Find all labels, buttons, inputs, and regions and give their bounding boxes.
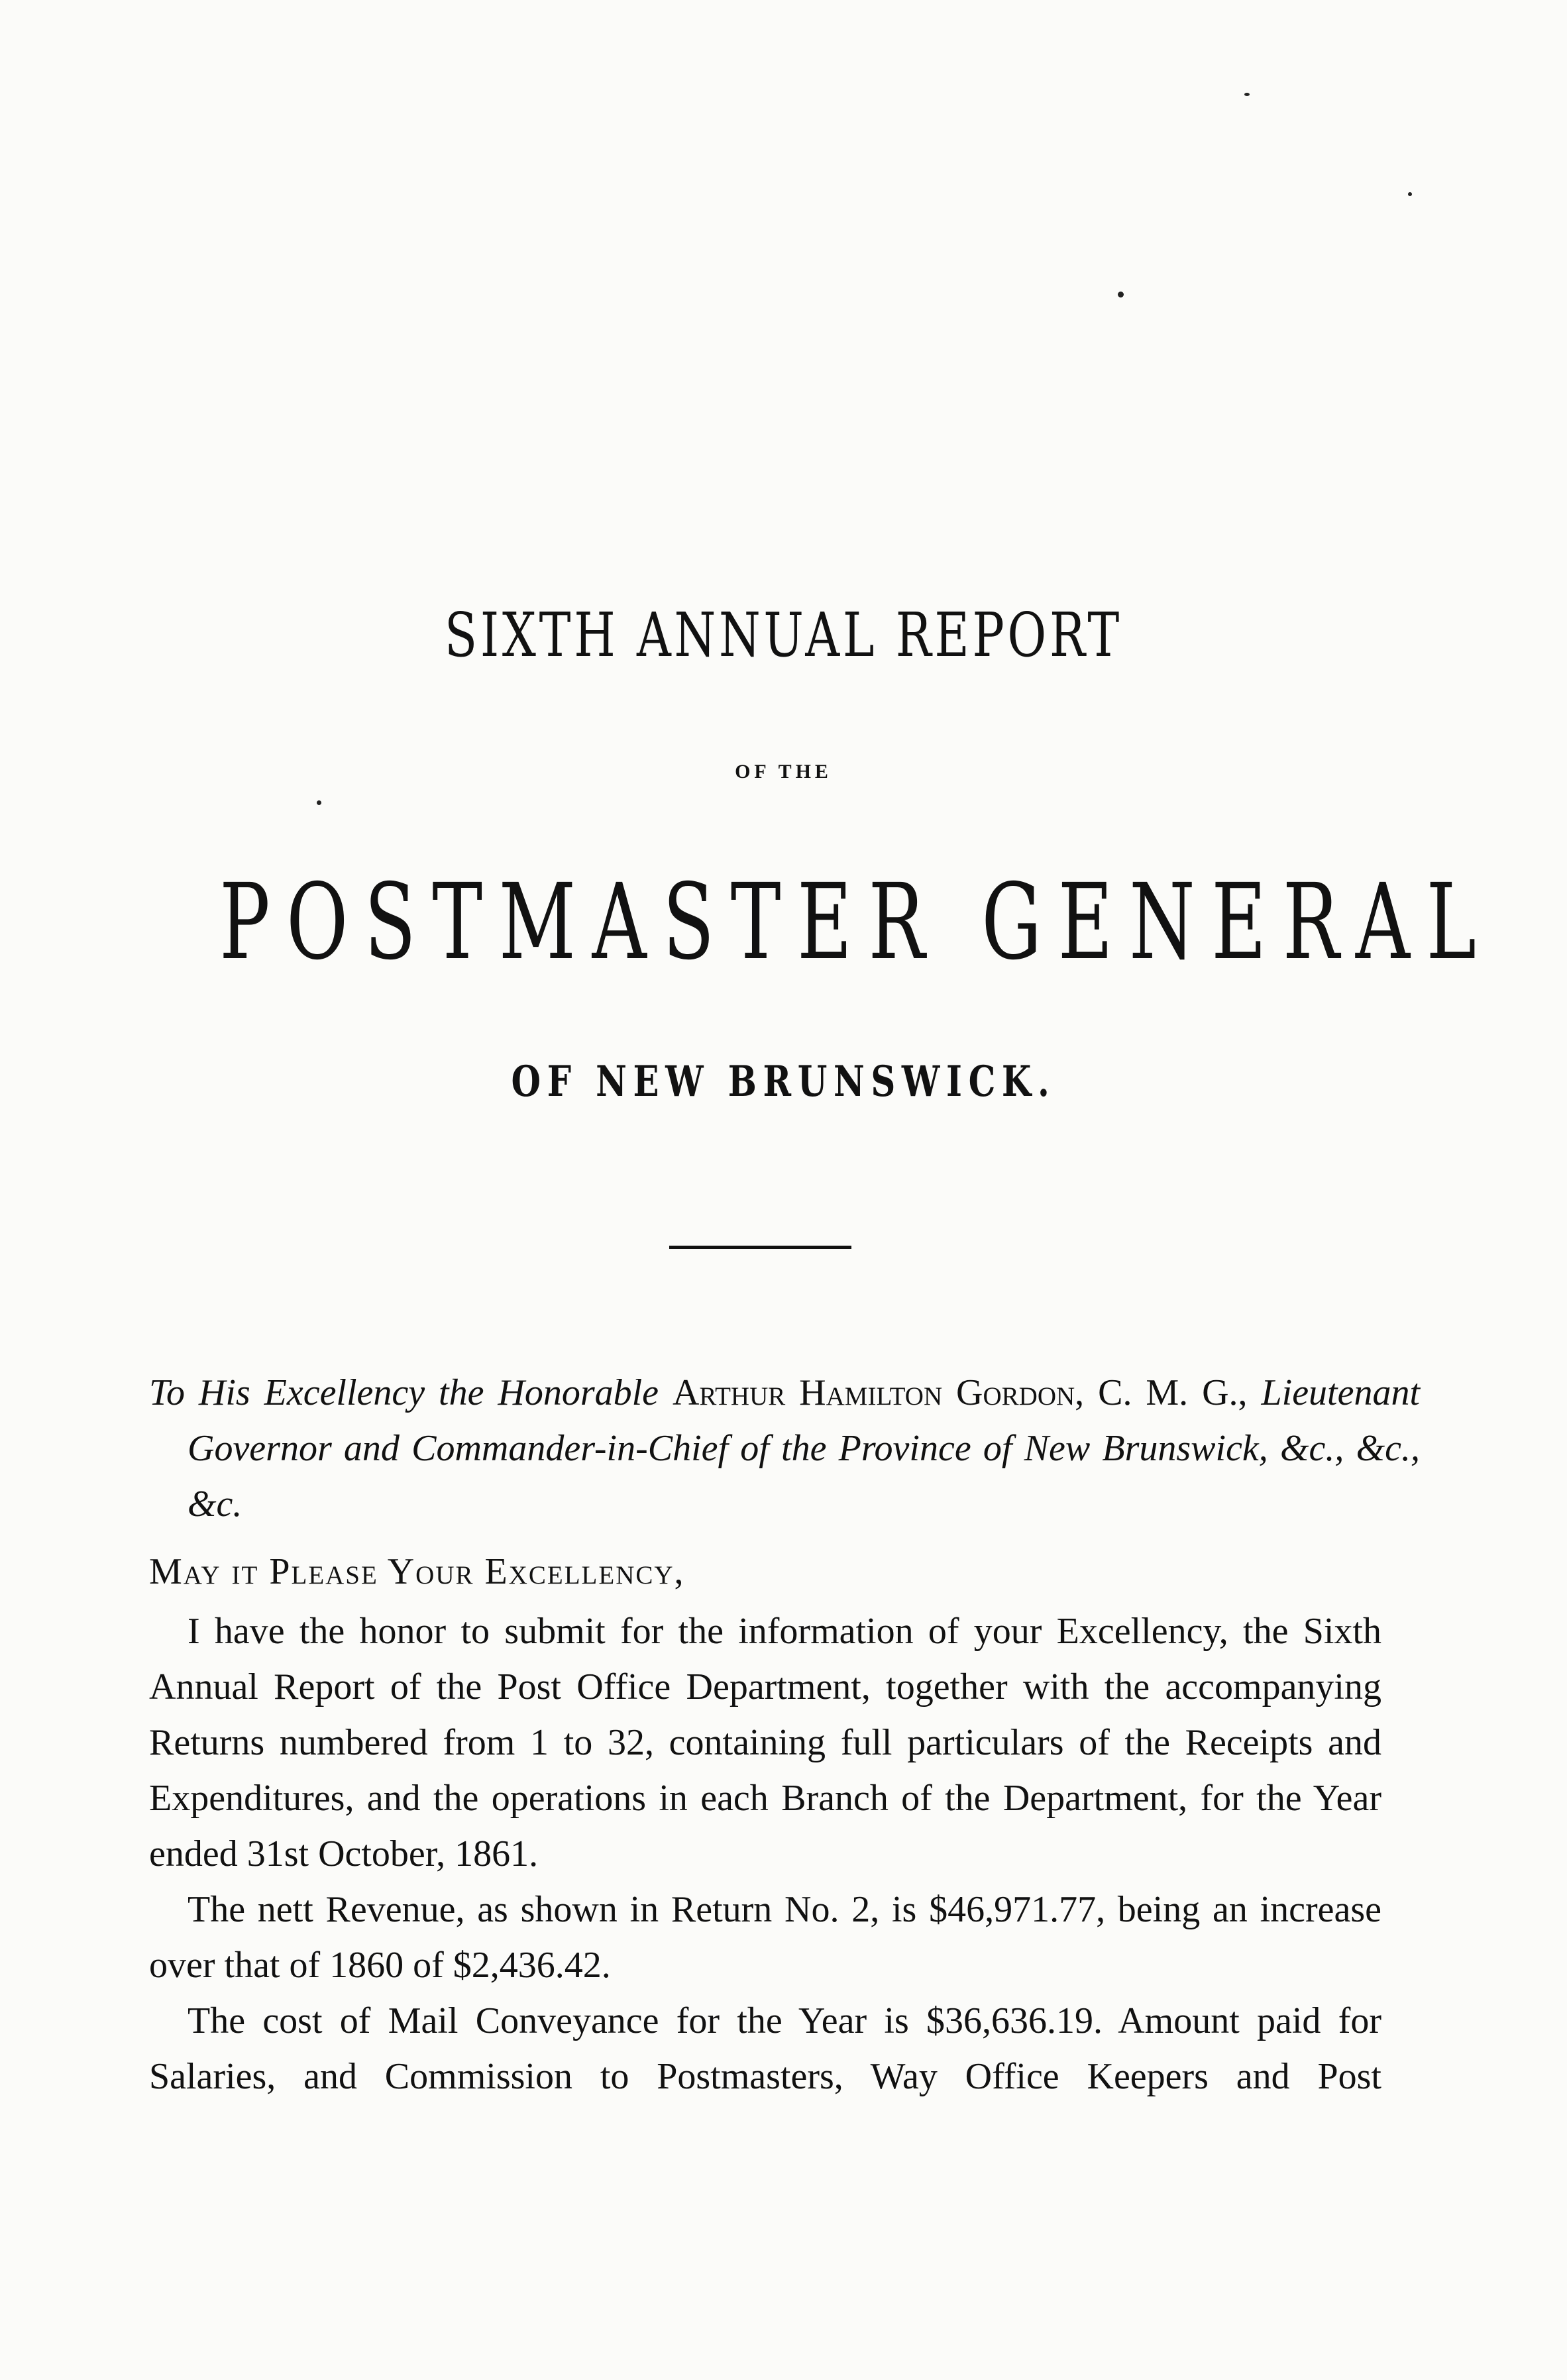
addressee-honours: C. M. G.,: [1098, 1372, 1248, 1413]
scan-speck: [317, 800, 321, 805]
scan-speck: [1244, 93, 1250, 96]
report-title-line1: SIXTH ANNUAL REPORT: [445, 600, 1122, 671]
scan-speck: [1118, 292, 1124, 298]
salutation: May it Please Your Excellency,: [149, 1551, 685, 1592]
addressee-block: [149, 1365, 1420, 1532]
addressee-name: Arthur Hamilton Gordon,: [672, 1372, 1085, 1413]
addressee-to: To His Excellency the Honorable: [149, 1372, 659, 1413]
report-body: [149, 1603, 1381, 2104]
report-title-line3: POSTMASTER GENERAL: [219, 861, 1493, 983]
addressee-office: Lieutenant Governor and Commander-in-Chief of the Province of New Brunswick, &c., &c., &c.: [188, 1372, 1421, 1525]
body-paragraph: The nett Revenue, as shown in Return No. 2, is $46,971.77, being an increase over that of 1860 of $2,436.42.: [149, 1889, 1381, 1986]
body-paragraph: I have the honor to submit for the information of your Excellency, the Sixth Annual Report of the Post Office Department, together with the accompanying Returns numbered from 1 to 32, containing full particulars of the Receipts and Expenditures, and the operations in each Branch of the Department, for the Year ended 31st October, 1861.: [149, 1611, 1381, 1874]
title-divider: [669, 1246, 851, 1249]
report-title-line2: OF THE: [735, 761, 832, 783]
body-paragraph: The cost of Mail Conveyance for the Year is $36,636.19. Amount paid for Salaries, and Commission to Postmasters, Way Office Keepers and Post: [149, 2000, 1381, 2097]
scan-speck: [1408, 192, 1412, 196]
report-title-line4: OF NEW BRUNSWICK.: [511, 1057, 1056, 1107]
